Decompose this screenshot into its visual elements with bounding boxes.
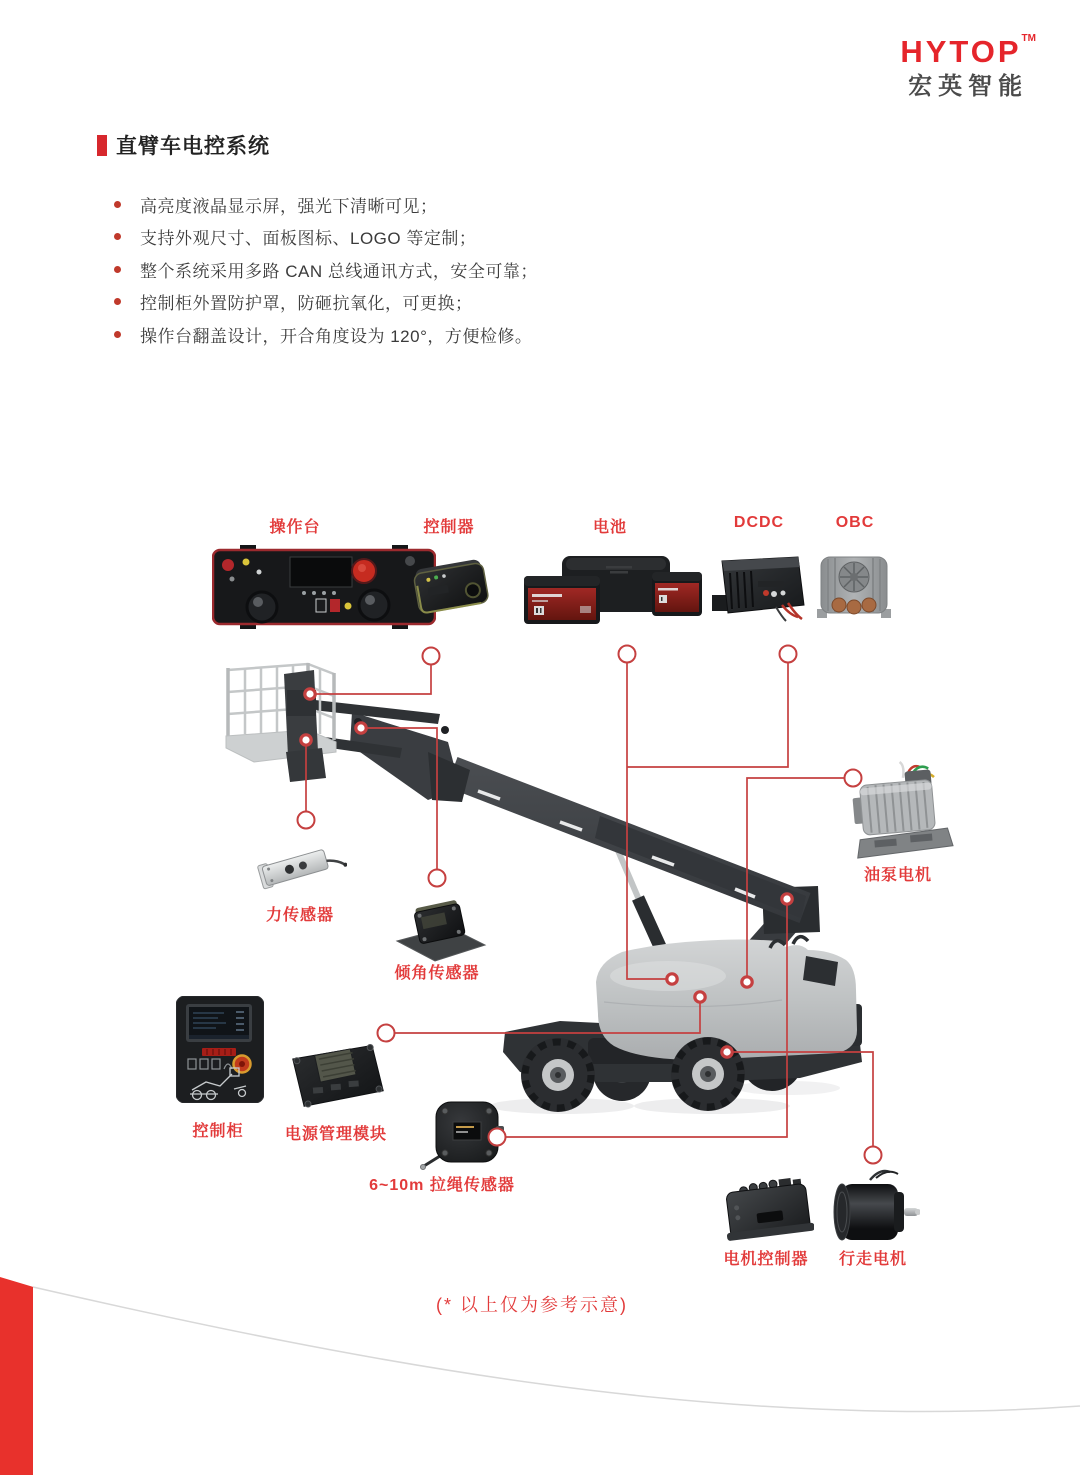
label-force-sensor: 力传感器 xyxy=(265,907,335,924)
page-title: 直臂车电控系统 xyxy=(116,135,270,158)
label-power-module: 电源管理模块 xyxy=(284,1126,388,1143)
label-tilt-sensor: 倾角传感器 xyxy=(394,965,480,982)
feature-text: 高亮度液晶显示屏，强光下清晰可见； xyxy=(140,196,438,216)
label-battery: 电池 xyxy=(592,519,628,536)
label-travel-motor: 行走电机 xyxy=(838,1251,908,1268)
label-pump-motor: 油泵电机 xyxy=(863,867,933,884)
label-cabinet: 控制柜 xyxy=(192,1123,244,1140)
label-console: 操作台 xyxy=(269,519,321,536)
corner-red-band xyxy=(0,1277,33,1475)
brand-name-cn: 宏英智能 xyxy=(908,73,1029,100)
label-controller: 控制器 xyxy=(423,519,475,536)
feature-text: 整个系统采用多路 CAN 总线通讯方式，安全可靠； xyxy=(140,261,538,281)
label-dcdc: DCDC xyxy=(733,514,785,531)
brand-name: HYTOP xyxy=(900,34,1022,69)
label-motor-controller: 电机控制器 xyxy=(723,1251,809,1268)
feature-text: 操作台翻盖设计，开合角度设为 120°，方便检修。 xyxy=(140,326,533,346)
label-obc: OBC xyxy=(835,514,875,531)
trademark-mark: TM xyxy=(1021,33,1036,44)
feature-text: 控制柜外置防护罩，防砸抗氧化，可更换； xyxy=(140,294,473,314)
reference-note: (* 以上仅为参考示意) xyxy=(436,1295,628,1315)
label-rope-sensor: 6~10m 拉绳传感器 xyxy=(369,1177,515,1194)
feature-text: 支持外观尺寸、面板图标、LOGO 等定制； xyxy=(140,229,477,249)
